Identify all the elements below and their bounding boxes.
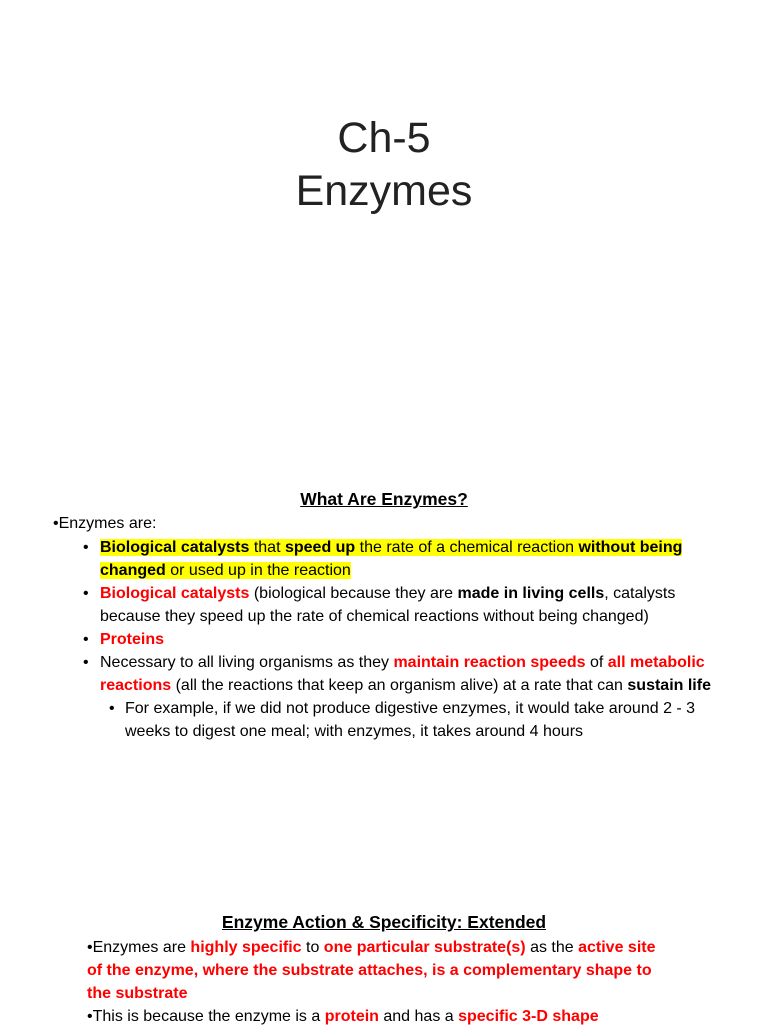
bullet-proteins [80,628,720,651]
paragraph-specificity [87,936,667,1005]
term-speed-up: speed up [284,539,356,556]
section-heading-what-are-enzymes: What Are Enzymes? [300,489,468,509]
text-fragment: that [249,539,285,556]
title-line-1: Ch-5 [337,114,431,162]
term-active-site: active site of the enzyme, where the substrate attaches, is a complementary shape to the substrate [87,939,656,1002]
term-biological-catalysts: Biological catalysts [100,539,250,556]
term-proteins: Proteins [100,631,165,648]
text-fragment: of [585,654,608,671]
text-fragment: (biological because they are [249,585,458,602]
text-fragment: •Enzymes are [87,939,191,956]
text-fragment: Necessary to all living organisms as they [100,654,394,671]
term-one-particular-substrate: one particular substrate(s) [323,939,526,956]
bullet-necessary [80,651,720,743]
intro-text: •Enzymes are: [53,515,157,532]
text-fragment: the rate of a chemical reaction [355,539,579,556]
sub-bullet-list [100,697,720,743]
title-line-2: Enzymes [295,167,473,215]
slide-title [0,112,768,218]
paragraph-protein-shape [87,1005,667,1028]
text-fragment: (all the reactions that keep an organism alive) at a rate that can [171,677,628,694]
text-fragment: , catalysts because they speed up the rate of chemical reactions without being changed) [100,585,676,625]
term-all-metabolic-reactions: all metabolic reactions [100,654,705,694]
text-fragment: to [301,939,324,956]
sub-bullet-example: • For example, if we did not produce digestive enzymes, it would take around 2 - 3 weeks to digest one meal; with enzymes, it takes around 4 hours [106,697,720,743]
term-specific-3d-shape: specific 3-D shape [458,1008,599,1025]
enzyme-bullet-list [80,536,720,743]
term-highly-specific: highly specific [190,939,302,956]
text-fragment: •This is because the enzyme is a [87,1008,325,1025]
section-heading-enzyme-action: Enzyme Action & Specificity: Extended [221,912,547,932]
bullet-biological-catalysts-highlight [80,536,720,582]
term-without-being-changed: without being changed [100,539,683,579]
highlighted-definition [100,539,682,579]
bullet-biological-catalysts-explained [80,582,720,628]
text-fragment: or used up in the reaction [165,562,351,579]
term-made-in-living-cells: made in living cells [457,585,605,602]
term-biological-catalysts-red: Biological catalysts [100,585,250,602]
term-protein: protein [324,1008,379,1025]
term-sustain-life: sustain life [627,677,711,694]
text-fragment: and has a [378,1008,459,1025]
term-maintain-reaction-speeds: maintain reaction speeds [393,654,586,671]
text-fragment: as the [525,939,579,956]
